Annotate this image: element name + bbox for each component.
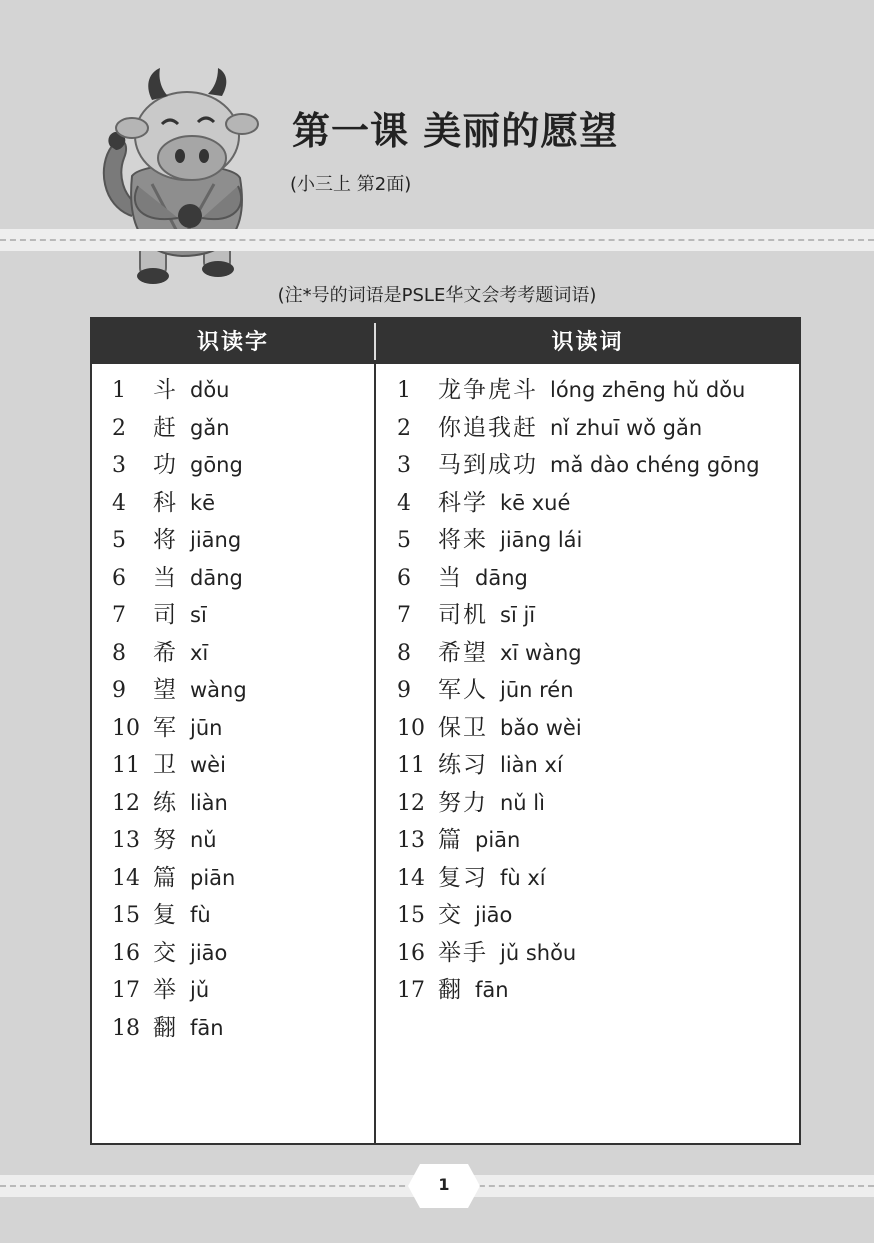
word-hanzi: 交 [438, 902, 463, 928]
character-hanzi: 努 [153, 827, 178, 853]
row-number: 10 [112, 715, 140, 741]
character-hanzi: 将 [153, 527, 178, 553]
word-row [397, 822, 760, 860]
character-row [112, 785, 247, 823]
character-row [112, 935, 247, 973]
word-hanzi: 将来 [438, 527, 488, 553]
word-pinyin: fān [475, 978, 509, 1002]
word-pinyin: jūn rén [500, 678, 574, 702]
word-hanzi: 你追我赶 [438, 414, 538, 441]
row-number: 9 [397, 678, 411, 703]
top-dashed-band [0, 229, 874, 251]
row-number: 6 [397, 565, 411, 591]
column-divider [374, 364, 376, 1143]
character-pinyin: gǎn [190, 415, 230, 440]
word-pinyin: bǎo wèi [500, 715, 582, 740]
word-hanzi: 希望 [438, 639, 488, 666]
word-pinyin: xī wàng [500, 640, 582, 665]
word-pinyin: nǔ lì [500, 790, 545, 815]
psle-note: (注*号的词语是PSLE华文会考考题词语) [277, 285, 597, 306]
row-number: 11 [112, 753, 140, 778]
row-number: 5 [397, 528, 411, 553]
characters-column [112, 372, 247, 1047]
character-hanzi: 翻 [153, 1014, 178, 1041]
word-hanzi: 马到成功 [438, 452, 538, 478]
row-number: 14 [112, 865, 140, 891]
character-row [112, 672, 247, 710]
row-number: 13 [112, 828, 140, 853]
character-hanzi: 司 [153, 602, 178, 628]
word-pinyin: piān [475, 828, 521, 852]
row-number: 13 [397, 828, 425, 853]
character-pinyin: jiāng [190, 528, 242, 552]
word-row [397, 372, 760, 410]
page-number: 1 [438, 1175, 450, 1194]
row-number: 7 [112, 603, 126, 628]
character-hanzi: 科 [153, 489, 178, 516]
character-row [112, 972, 247, 1010]
lesson-subtitle: (小三上 第2面) [290, 174, 412, 195]
character-pinyin: nǔ [190, 828, 217, 852]
row-number: 17 [112, 978, 140, 1003]
word-hanzi: 练习 [438, 752, 488, 778]
header-words: 识读词 [551, 330, 624, 355]
row-number: 12 [112, 790, 140, 816]
character-hanzi: 望 [153, 677, 178, 703]
vocabulary-table [90, 317, 801, 1145]
word-hanzi: 司机 [438, 602, 488, 628]
character-row [112, 635, 247, 673]
word-hanzi: 举手 [438, 939, 488, 966]
word-row [397, 710, 760, 748]
character-row [112, 372, 247, 410]
word-hanzi: 篇 [438, 827, 463, 853]
word-row [397, 972, 760, 1010]
character-hanzi: 希 [153, 639, 178, 666]
character-row [112, 522, 247, 560]
character-hanzi: 斗 [153, 377, 178, 403]
character-pinyin: jǔ [190, 978, 210, 1002]
character-hanzi: 卫 [153, 752, 178, 778]
page-number-badge [408, 1161, 480, 1211]
row-number: 6 [112, 565, 126, 591]
word-pinyin: mǎ dào chéng gōng [550, 453, 760, 477]
character-row [112, 597, 247, 635]
word-hanzi: 复习 [438, 864, 488, 891]
word-row [397, 672, 760, 710]
character-hanzi: 复 [153, 902, 178, 928]
word-pinyin: dāng [475, 565, 528, 590]
character-hanzi: 赶 [153, 414, 178, 441]
character-pinyin: wàng [190, 678, 247, 702]
word-hanzi: 保卫 [438, 714, 488, 741]
header-characters: 识读字 [196, 330, 269, 355]
word-row [397, 897, 760, 935]
lesson-title: 第一课 美丽的愿望 [292, 109, 619, 153]
table-header [92, 319, 799, 364]
character-pinyin: sī [190, 603, 207, 627]
word-pinyin: lóng zhēng hǔ dǒu [550, 378, 746, 402]
word-pinyin: sī jī [500, 603, 536, 627]
row-number: 1 [112, 378, 126, 403]
word-row [397, 522, 760, 560]
row-number: 2 [112, 415, 126, 441]
word-row [397, 785, 760, 823]
word-pinyin: fù xí [500, 865, 546, 890]
character-pinyin: fān [190, 1015, 224, 1040]
character-pinyin: wèi [190, 753, 226, 777]
row-number: 14 [397, 865, 425, 891]
row-number: 16 [112, 940, 140, 966]
character-hanzi: 练 [153, 789, 178, 816]
row-number: 3 [112, 453, 126, 478]
row-number: 17 [397, 978, 425, 1003]
word-row [397, 860, 760, 898]
character-hanzi: 篇 [153, 864, 178, 891]
character-row [112, 410, 247, 448]
word-pinyin: kē xué [500, 490, 571, 515]
word-hanzi: 努力 [438, 789, 488, 816]
character-pinyin: gōng [190, 453, 243, 477]
word-row [397, 447, 760, 485]
character-row [112, 897, 247, 935]
character-hanzi: 军 [153, 714, 178, 741]
character-pinyin: liàn [190, 790, 228, 815]
character-row [112, 485, 247, 523]
character-row [112, 1010, 247, 1048]
row-number: 7 [397, 603, 411, 628]
character-pinyin: jiāo [190, 940, 228, 965]
word-pinyin: jiāo [475, 903, 513, 927]
word-row [397, 410, 760, 448]
row-number: 2 [397, 415, 411, 441]
character-pinyin: fù [190, 903, 211, 927]
word-hanzi: 军人 [438, 677, 488, 703]
row-number: 11 [397, 753, 425, 778]
word-pinyin: jiāng lái [500, 528, 583, 552]
row-number: 8 [112, 640, 126, 666]
word-hanzi: 当 [438, 564, 463, 591]
character-row [112, 747, 247, 785]
row-number: 10 [397, 715, 425, 741]
character-pinyin: kē [190, 490, 216, 515]
word-hanzi: 科学 [438, 489, 488, 516]
word-row [397, 560, 760, 598]
row-number: 16 [397, 940, 425, 966]
word-row [397, 747, 760, 785]
word-row [397, 485, 760, 523]
character-pinyin: dāng [190, 565, 243, 590]
word-hanzi: 翻 [438, 977, 463, 1003]
row-number: 4 [112, 490, 126, 516]
character-hanzi: 当 [153, 564, 178, 591]
row-number: 3 [397, 453, 411, 478]
row-number: 5 [112, 528, 126, 553]
word-pinyin: nǐ zhuī wǒ gǎn [550, 415, 703, 440]
ox-mascot-illustration [92, 66, 272, 288]
character-pinyin: jūn [190, 715, 223, 740]
character-row [112, 822, 247, 860]
character-pinyin: piān [190, 865, 236, 890]
character-row [112, 860, 247, 898]
character-pinyin: xī [190, 640, 209, 665]
word-pinyin: liàn xí [500, 753, 563, 777]
row-number: 1 [397, 378, 411, 403]
word-row [397, 597, 760, 635]
character-pinyin: dǒu [190, 378, 230, 402]
character-row [112, 560, 247, 598]
word-row [397, 935, 760, 973]
row-number: 4 [397, 490, 411, 516]
word-pinyin: jǔ shǒu [500, 940, 577, 965]
row-number: 8 [397, 640, 411, 666]
row-number: 9 [112, 678, 126, 703]
character-hanzi: 举 [153, 977, 178, 1003]
row-number: 18 [112, 1015, 140, 1041]
word-hanzi: 龙争虎斗 [438, 377, 538, 403]
character-hanzi: 功 [153, 452, 178, 478]
character-row [112, 710, 247, 748]
word-row [397, 635, 760, 673]
character-hanzi: 交 [153, 939, 178, 966]
row-number: 15 [397, 903, 425, 928]
row-number: 12 [397, 790, 425, 816]
words-column [397, 372, 760, 1010]
row-number: 15 [112, 903, 140, 928]
character-row [112, 447, 247, 485]
